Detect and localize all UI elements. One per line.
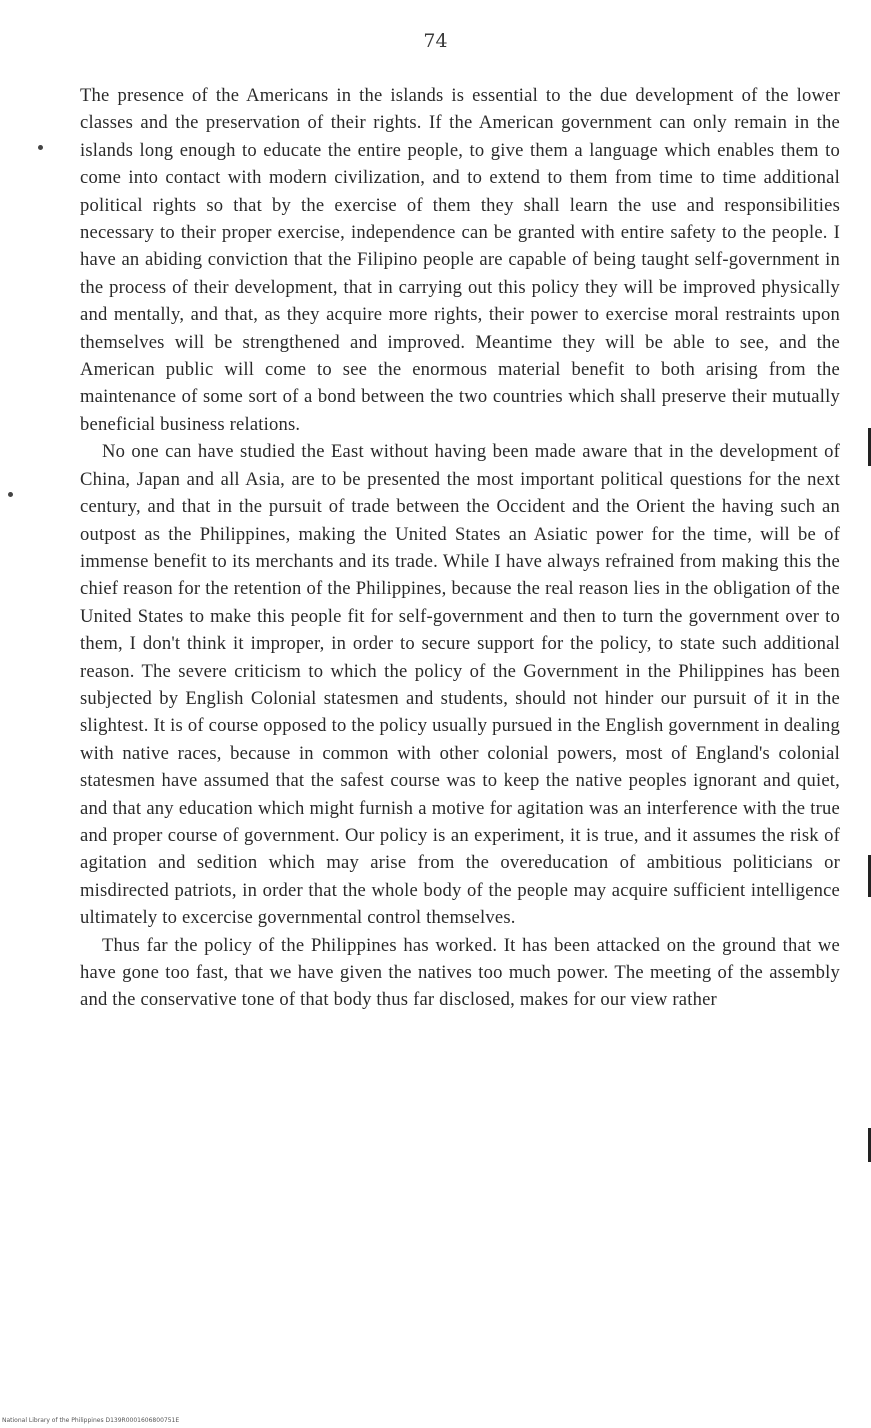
margin-dot-1 [38, 145, 43, 150]
page-number: 74 [423, 30, 448, 52]
paragraph-3: Thus far the policy of the Philippines has worked. It has been attacked on the ground that we have gone too fast, that we have given the natives too much power. The meeting of the assembly and the conservative tone of that body thus far disclosed, makes for our view rather [80, 934, 840, 1011]
margin-dot-2 [8, 492, 13, 497]
archive-stamp: National Library of the Philippines D139R0001606800751E [2, 1417, 180, 1424]
paragraph-1: The presence of the Americans in the islands is essential to the due development of the lower classes and the preservation of their rights. If the American government can only remain in the islands long enough to educate the entire people, to give them a language which enables them to come into contact with modern civilization, and to extend to them from time to time additional political rights so that by the exercise of them they shall learn the use and responsibilities necessary to their proper exercise, independence can be granted with entire safety to the people. I have an abiding conviction that the Filipino people are capable of being taught self-government in the process of their development, that in carrying out this policy they will be improved physically and mentally, and that, as they acquire more rights, their power to exercise moral restraints upon themselves will be strengthened and improved. Meantime they will be able to see, and the American public will come to see the enormous material benefit to both arising from the maintenance of some sort of a bond between the two countries which shall preserve their mutually beneficial business relations. [80, 85, 840, 435]
paragraph-2: No one can have studied the East without having been made aware that in the development of China, Japan and all Asia, are to be presented the most important political questions for the next century, and that in the pursuit of trade between the Occident and the Orient the having such an outpost as the Philippines, making the United States an Asiatic power for the time, will be of immense benefit to its merchants and its trade. While I have always refrained from making this the chief reason for the retention of the Philippines, because the real reason lies in the obligation of the United States to make this people fit for self-government and then to turn the government over to them, I don't think it improper, in order to secure support for the policy, to state such additional reason. The severe criticism to which the policy of the Government in the Philippines has been subjected by English Colonial statesmen and students, should not hinder our pursuit of it in the slightest. It is of course opposed to the policy usually pursued in the English government in dealing with native races, because in common with other colonial powers, most of England's colonial statesmen have assumed that the safest course was to keep the native peoples ignorant and quiet, and that any education which might furnish a motive for agitation was an interference with the true and proper course of government. Our policy is an experiment, it is true, and it assumes the risk of agitation and sedition which may arise from the overeducation of ambitious politicians or misdirected patriots, in order that the whole body of the people may acquire sufficient intelligence ultimately to excercise governmental control themselves. [80, 441, 840, 929]
body-text [80, 82, 840, 1014]
